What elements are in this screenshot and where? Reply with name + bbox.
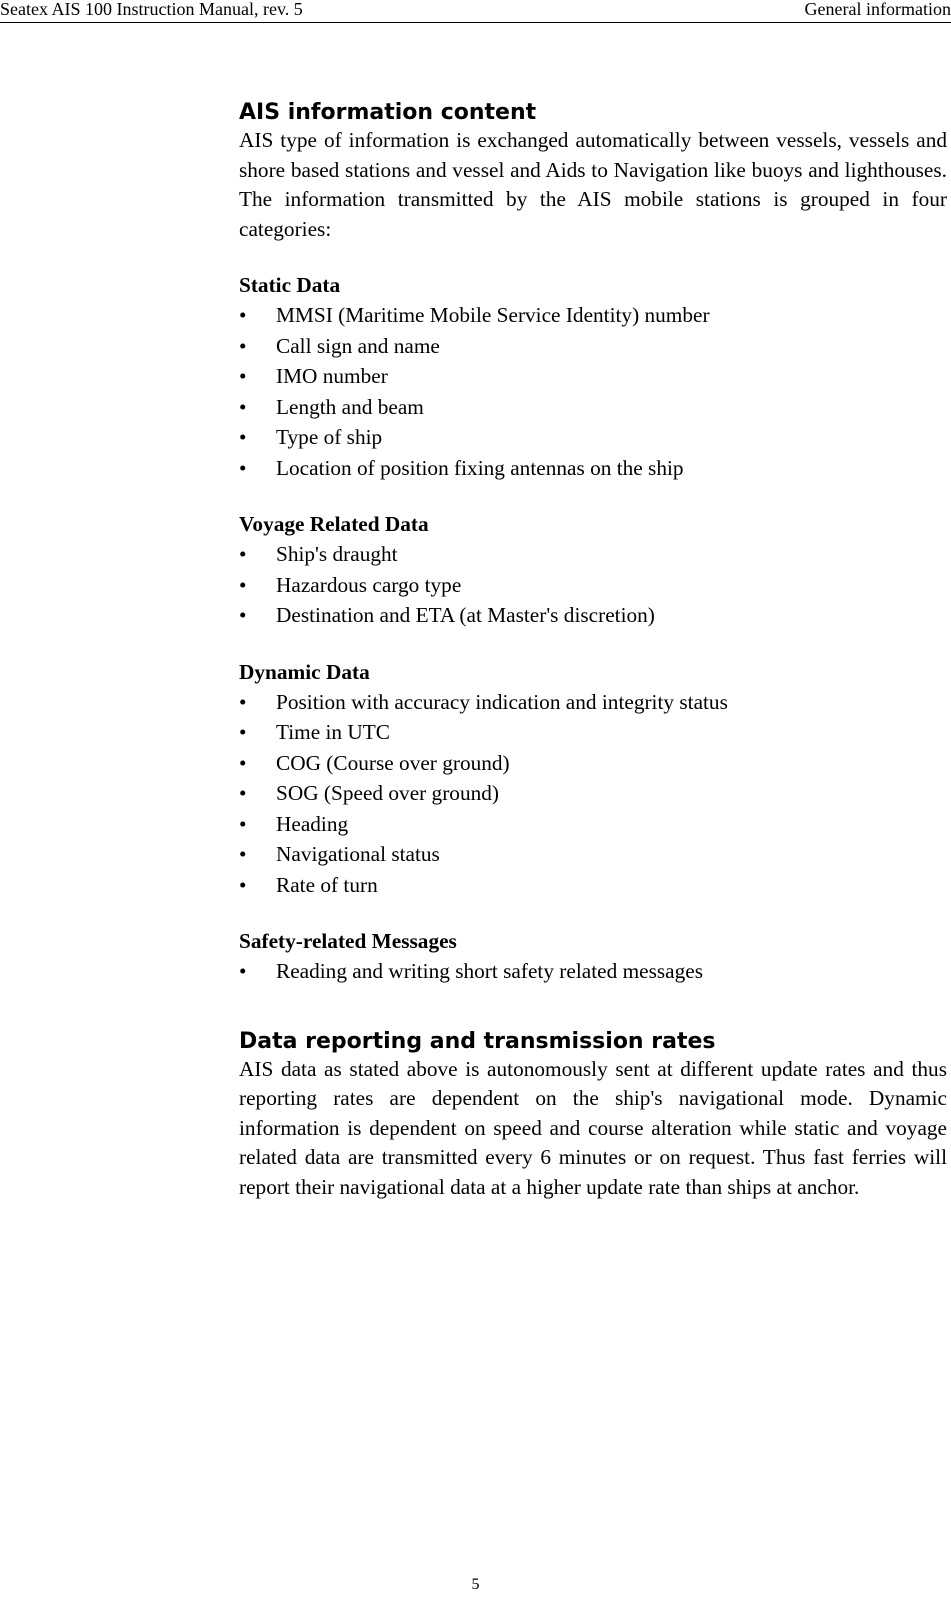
bullet-icon: • [239,720,247,744]
bullet-icon: • [239,959,247,983]
list-item: • Location of position fixing antennas on the ship [239,453,947,484]
list-item: • COG (Course over ground) [239,748,947,779]
bullet-list [239,956,947,987]
list-item: • SOG (Speed over ground) [239,778,947,809]
bullet-icon: • [239,872,247,897]
list-item: • Length and beam [239,392,947,423]
bullet-icon: • [239,394,247,419]
group-static-data [239,270,947,483]
list-item: • Ship's draught [239,539,947,570]
list-item: • IMO number [239,361,947,392]
bullet-icon: • [239,364,247,388]
list-item: • MMSI (Maritime Mobile Service Identity) number [239,300,947,331]
list-item: • Destination and ETA (at Master's discretion) [239,600,947,631]
section-heading-data-reporting: Data reporting and transmission rates [239,1028,716,1054]
page-number: 5 [471,1576,480,1593]
data-reporting-paragraph: AIS data as stated above is autonomously sent at different update rates and thus reporting rates are dependent on the ship's navigational mode. Dynamic information is dependent on speed and course alteration while static and voyage related data are transmitted every 6 minutes or on request. Thus fast ferries will report their navigational data at a higher update rate than ships at anchor. [239,1056,947,1199]
bullet-icon: • [239,303,247,327]
section-heading-ais-information-content: AIS information content [239,100,537,125]
bullet-list [239,539,947,631]
group-voyage-related-data [239,509,947,631]
list-item: • Call sign and name [239,331,947,362]
list-item: • Heading [239,809,947,840]
list-item: • Rate of turn [239,870,947,901]
group-safety-related-messages [239,926,947,987]
bullet-icon: • [239,572,247,597]
bullet-icon: • [239,333,247,358]
list-item: • Position with accuracy indication and integrity status [239,687,947,718]
group-title: Static Data [239,273,341,297]
group-title: Safety-related Messages [239,929,457,953]
header-document-title: Seatex AIS 100 Instruction Manual, rev. 5 [0,0,303,19]
bullet-list [239,300,947,483]
list-item: • Reading and writing short safety related messages [239,956,947,987]
list-item: • Navigational status [239,839,947,870]
list-item: • Type of ship [239,422,947,453]
bullet-icon: • [239,781,247,805]
page-content [239,100,947,1202]
group-title: Voyage Related Data [239,512,429,536]
bullet-icon: • [239,811,247,836]
page-header [0,0,951,23]
bullet-icon: • [239,689,247,714]
group-dynamic-data [239,657,947,901]
group-title: Dynamic Data [239,659,370,684]
bullet-icon: • [239,455,247,480]
bullet-icon: • [239,842,247,866]
list-item: • Time in UTC [239,717,947,748]
bullet-icon: • [239,603,247,627]
list-item: • Hazardous cargo type [239,570,947,601]
bullet-icon: • [239,425,247,449]
bullet-icon: • [239,750,247,775]
header-chapter-title: General information [804,0,951,19]
bullet-list [239,687,947,901]
intro-paragraph: AIS type of information is exchanged automatically between vessels, vessels and shore based stations and vessel and Aids to Navigation like buoys and lighthouses. The information transmitted by the AIS mobile stations is grouped in four categories: [239,128,947,241]
bullet-icon: • [239,542,247,566]
